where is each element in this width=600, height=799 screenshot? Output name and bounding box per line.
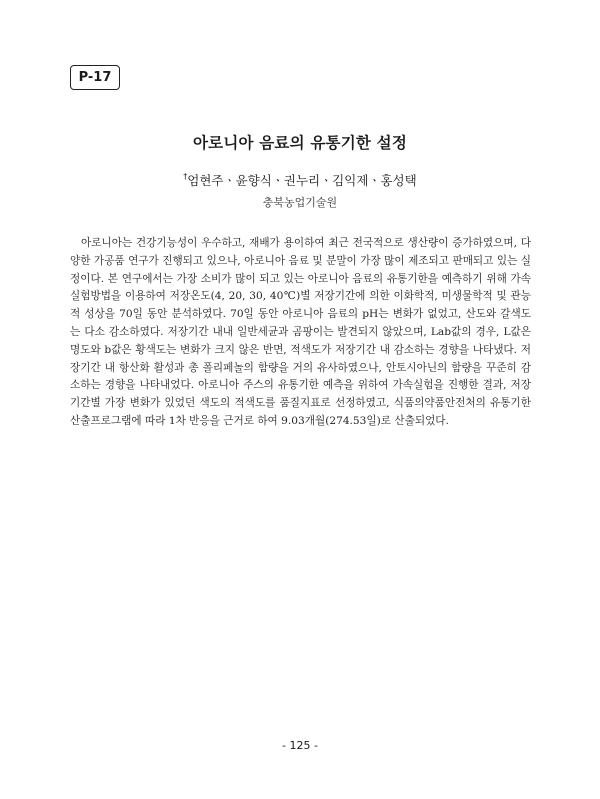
author-line — [0, 171, 600, 189]
author-names: 엄현주ㆍ윤향식ㆍ권누리ㆍ김익제ㆍ홍성택 — [187, 173, 417, 188]
affiliation: 충북농업기술원 — [262, 196, 338, 209]
page-number: - 125 - — [282, 739, 318, 752]
poster-id-badge — [70, 65, 120, 90]
corresponding-marker: † — [183, 172, 188, 181]
abstract-body: 아로니아는 건강기능성이 우수하고, 재배가 용이하여 최근 전국적으로 생산량이 증가하였으며, 다양한 가공품 연구가 진행되고 있으나, 아로니아 음료 및 분말이 가장 많이 제조되고 판매되고 있는 실정이다. 본 연구에서는 가장 소비가 많이 되고 있는 아로니아 음료의 유통기한을 예측하기 위해 가속 실험방법을 이용하여 저장온도(4, 20, 30, 40℃)별 저장기간에 의한 이화학적, 미생물학적 및 관능적 성상을 70일 동안 분석하였다. 70일 동안 아로니아 음료의 pH는 변화가 없었고, 산도와 갈색도는 다소 감소하였다. 저장기간 내내 일반세균과 곰팡이는 발견되지 않았으며, Lab값의 경우, L값은 명도와 b값은 황색도는 변화가 크지 않은 반면, 적색도가 저장기간 내 감소하는 경향을 나타냈다. 저장기간 내 항산화 활성과 총 폴리페놀의 함량을 거의 유사하였으나, 안토시아닌의 함량을 꾸준히 감소하는 경향을 나타내었다. 아로니아 주스의 유통기한 예측을 위하여 가속실험을 진행한 결과, 저장기간별 가장 변화가 있었던 색도의 적색도를 품질지표로 선정하였고, 식품의약품안전처의 유통기한 산출프로그램에 따라 1차 반응을 근거로 하여 9.03개월(274.53일)로 산출되었다. — [70, 237, 531, 427]
paper-title: 아로니아 음료의 유통기한 설정 — [192, 134, 408, 152]
poster-id: P-17 — [78, 70, 112, 85]
